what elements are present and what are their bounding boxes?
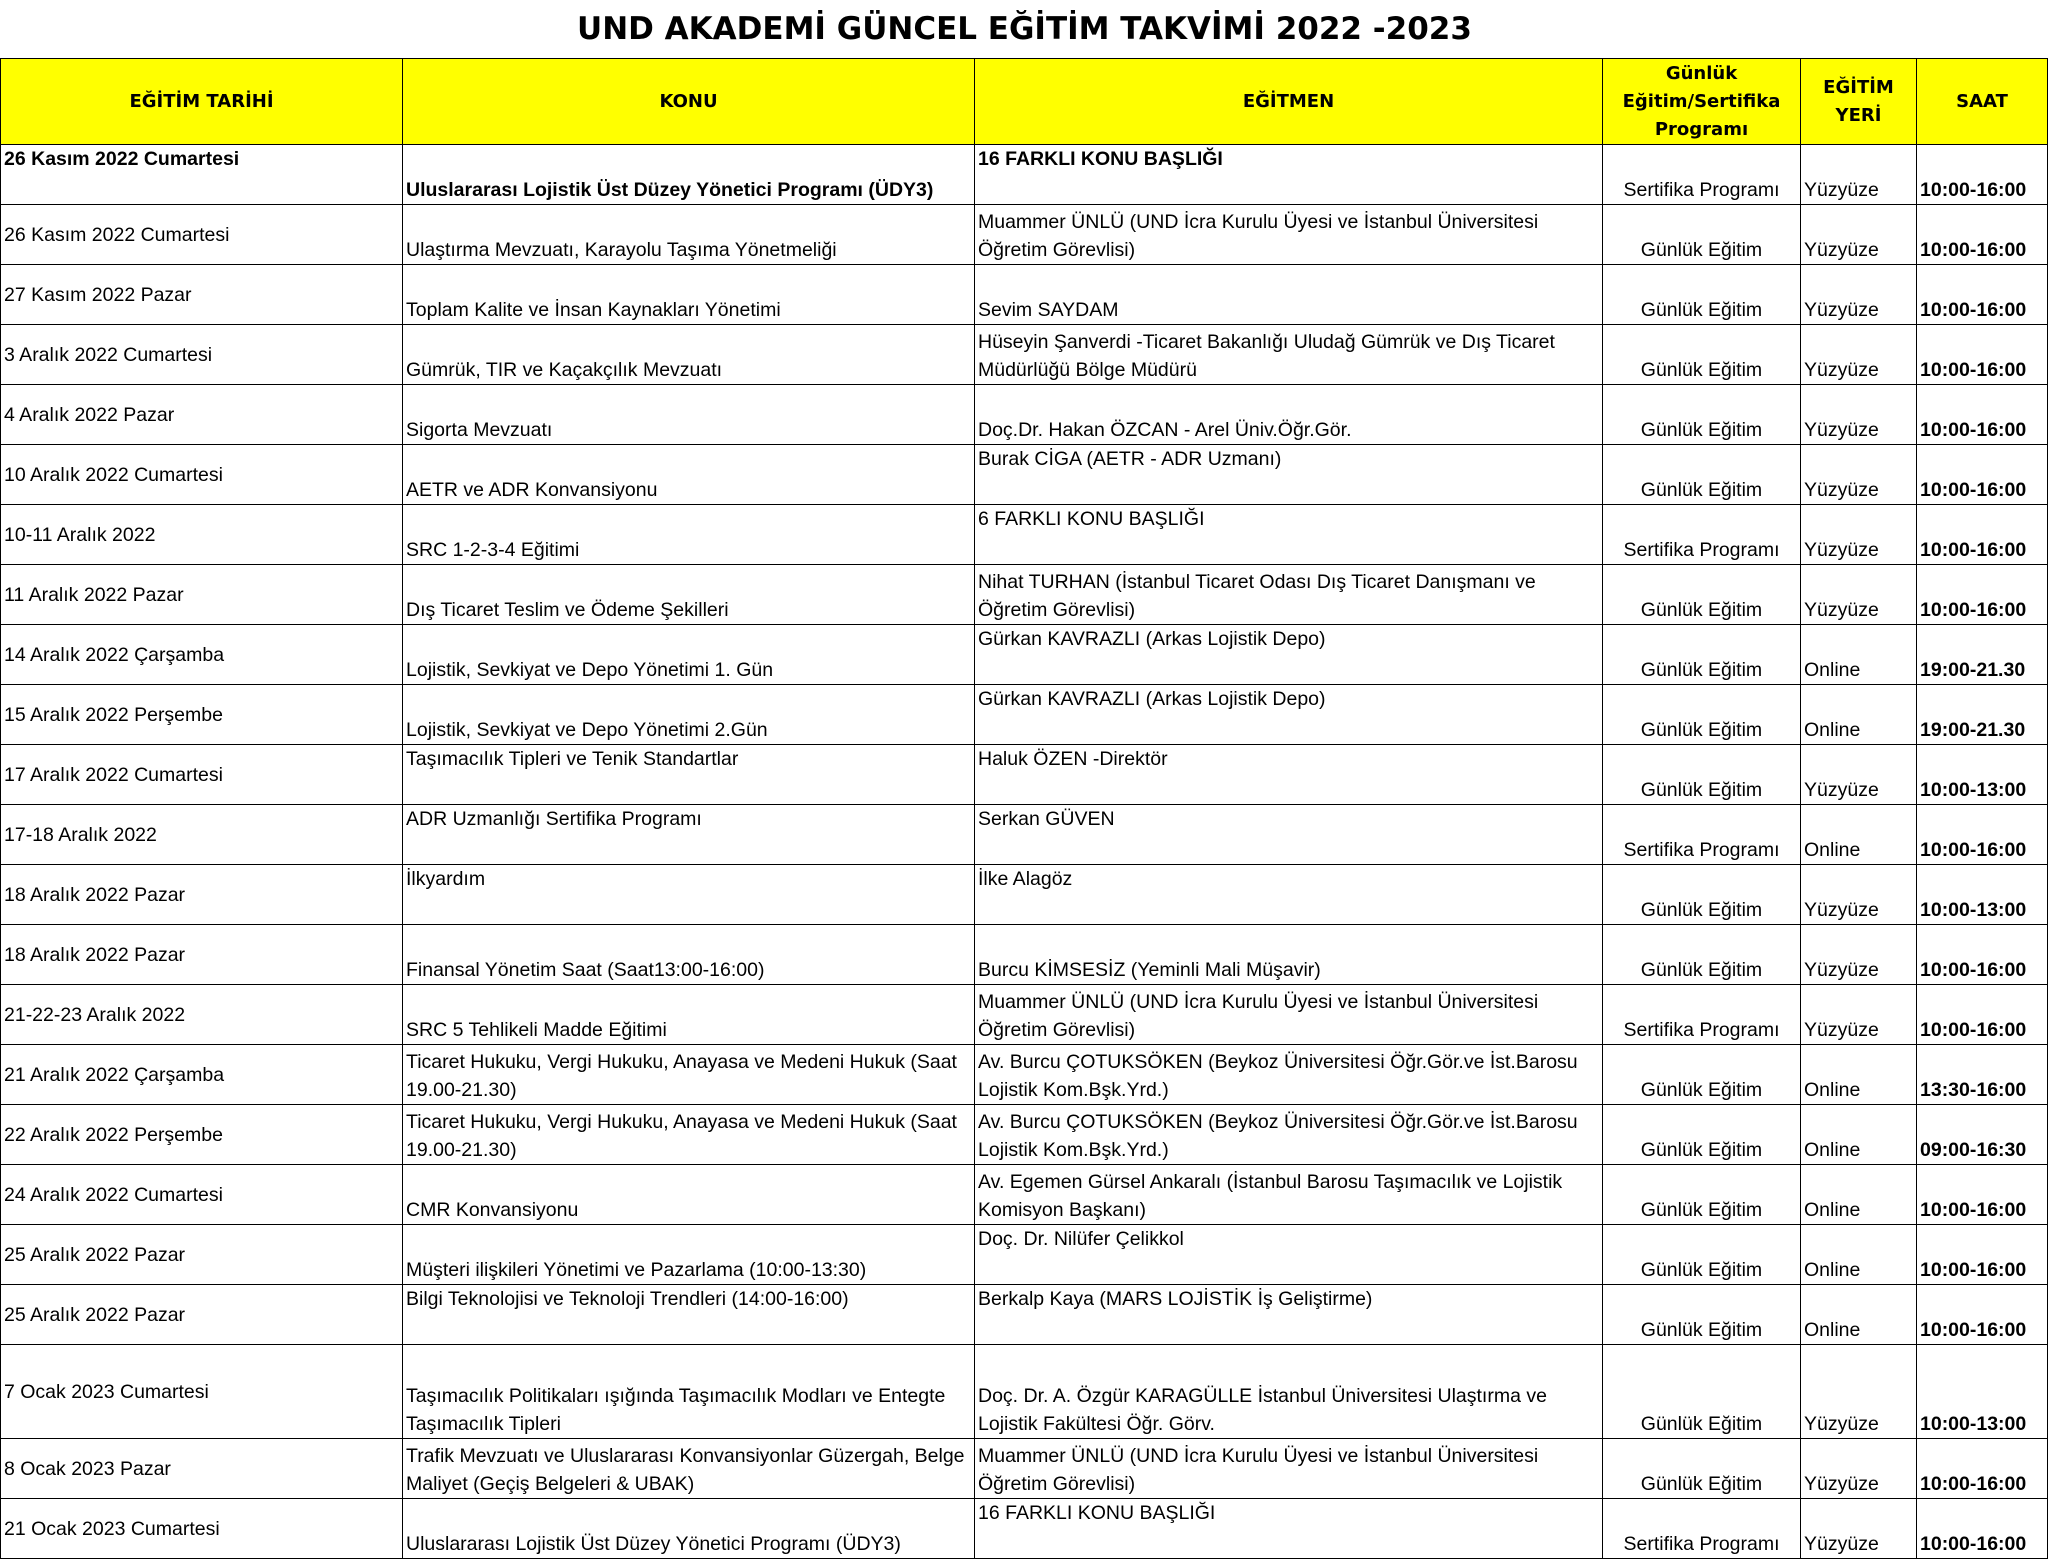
cell-trainer: Serkan GÜVEN xyxy=(975,805,1603,865)
cell-trainer: Nihat TURHAN (İstanbul Ticaret Odası Dış Ticaret Danışmanı ve Öğretim Görevlisi) xyxy=(975,565,1603,625)
cell-topic: Toplam Kalite ve İnsan Kaynakları Yönetimi xyxy=(403,265,975,325)
cell-trainer: Gürkan KAVRAZLI (Arkas Lojistik Depo) xyxy=(975,685,1603,745)
cell-type: Günlük Eğitim xyxy=(1603,1225,1801,1285)
cell-time: 09:00-16:30 xyxy=(1917,1105,2048,1165)
table-row xyxy=(1,145,2048,205)
cell-date: 25 Aralık 2022 Pazar xyxy=(1,1225,403,1285)
cell-trainer: Gürkan KAVRAZLI (Arkas Lojistik Depo) xyxy=(975,625,1603,685)
cell-date: 14 Aralık 2022 Çarşamba xyxy=(1,625,403,685)
cell-type: Günlük Eğitim xyxy=(1603,925,1801,985)
table-row xyxy=(1,1499,2048,1559)
cell-trainer: Doç.Dr. Hakan ÖZCAN - Arel Üniv.Öğr.Gör. xyxy=(975,385,1603,445)
header-row xyxy=(1,59,2048,145)
table-row xyxy=(1,925,2048,985)
cell-place: Online xyxy=(1801,685,1917,745)
cell-topic: Taşımacılık Politikaları ışığında Taşımacılık Modları ve Entegte Taşımacılık Tipleri xyxy=(403,1345,975,1439)
cell-type: Günlük Eğitim xyxy=(1603,865,1801,925)
cell-topic: Ulaştırma Mevzuatı, Karayolu Taşıma Yönetmeliği xyxy=(403,205,975,265)
cell-place: Yüzyüze xyxy=(1801,445,1917,505)
header-type xyxy=(1603,59,1801,145)
cell-date: 24 Aralık 2022 Cumartesi xyxy=(1,1165,403,1225)
cell-time: 10:00-16:00 xyxy=(1917,265,2048,325)
header-type-line3: Programı xyxy=(1654,118,1749,140)
cell-date: 8 Ocak 2023 Pazar xyxy=(1,1439,403,1499)
cell-trainer: Av. Burcu ÇOTUKSÖKEN (Beykoz Üniversitesi Öğr.Gör.ve İst.Barosu Lojistik Kom.Bşk.Yrd.) xyxy=(975,1105,1603,1165)
cell-trainer: Sevim SAYDAM xyxy=(975,265,1603,325)
cell-trainer: Haluk ÖZEN -Direktör xyxy=(975,745,1603,805)
cell-date: 15 Aralık 2022 Perşembe xyxy=(1,685,403,745)
cell-time: 10:00-16:00 xyxy=(1917,1225,2048,1285)
cell-place: Online xyxy=(1801,805,1917,865)
cell-type: Günlük Eğitim xyxy=(1603,1165,1801,1225)
header-topic: KONU xyxy=(403,59,975,145)
cell-trainer: Burak CİGA (AETR - ADR Uzmanı) xyxy=(975,445,1603,505)
cell-type: Günlük Eğitim xyxy=(1603,1345,1801,1439)
cell-type: Günlük Eğitim xyxy=(1603,745,1801,805)
cell-time: 10:00-16:00 xyxy=(1917,565,2048,625)
cell-type: Günlük Eğitim xyxy=(1603,385,1801,445)
cell-topic: ADR Uzmanlığı Sertifika Programı xyxy=(403,805,975,865)
table-row xyxy=(1,805,2048,865)
cell-trainer: Muammer ÜNLÜ (UND İcra Kurulu Üyesi ve İstanbul Üniversitesi Öğretim Görevlisi) xyxy=(975,205,1603,265)
cell-place: Online xyxy=(1801,1225,1917,1285)
cell-topic: AETR ve ADR Konvansiyonu xyxy=(403,445,975,505)
cell-trainer: Burcu KİMSESİZ (Yeminli Mali Müşavir) xyxy=(975,925,1603,985)
cell-type: Günlük Eğitim xyxy=(1603,445,1801,505)
cell-type: Sertifika Programı xyxy=(1603,985,1801,1045)
cell-trainer: Av. Burcu ÇOTUKSÖKEN (Beykoz Üniversitesi Öğr.Gör.ve İst.Barosu Lojistik Kom.Bşk.Yrd.) xyxy=(975,1045,1603,1105)
cell-time: 10:00-16:00 xyxy=(1917,1439,2048,1499)
table-row xyxy=(1,1105,2048,1165)
cell-type: Günlük Eğitim xyxy=(1603,625,1801,685)
cell-place: Yüzyüze xyxy=(1801,265,1917,325)
cell-type: Sertifika Programı xyxy=(1603,145,1801,205)
cell-place: Yüzyüze xyxy=(1801,325,1917,385)
cell-time: 10:00-16:00 xyxy=(1917,925,2048,985)
cell-trainer: 6 FARKLI KONU BAŞLIĞI xyxy=(975,505,1603,565)
table-row xyxy=(1,745,2048,805)
cell-type: Sertifika Programı xyxy=(1603,505,1801,565)
cell-date: 17-18 Aralık 2022 xyxy=(1,805,403,865)
cell-trainer: Hüseyin Şanverdi -Ticaret Bakanlığı Uludağ Gümrük ve Dış Ticaret Müdürlüğü Bölge Müdürü xyxy=(975,325,1603,385)
cell-place: Yüzyüze xyxy=(1801,1439,1917,1499)
cell-place: Yüzyüze xyxy=(1801,1345,1917,1439)
cell-place: Yüzyüze xyxy=(1801,865,1917,925)
table-row xyxy=(1,265,2048,325)
cell-time: 19:00-21.30 xyxy=(1917,625,2048,685)
cell-type: Günlük Eğitim xyxy=(1603,1285,1801,1345)
table-row xyxy=(1,1165,2048,1225)
header-place xyxy=(1801,59,1917,145)
cell-topic: Ticaret Hukuku, Vergi Hukuku, Anayasa ve Medeni Hukuk (Saat 19.00-21.30) xyxy=(403,1105,975,1165)
cell-trainer: Berkalp Kaya (MARS LOJİSTİK İş Geliştirme) xyxy=(975,1285,1603,1345)
cell-place: Yüzyüze xyxy=(1801,925,1917,985)
header-place-line1: EĞİTİM xyxy=(1823,76,1894,98)
table-row xyxy=(1,325,2048,385)
table-row xyxy=(1,205,2048,265)
table-row xyxy=(1,865,2048,925)
cell-date: 27 Kasım 2022 Pazar xyxy=(1,265,403,325)
cell-date: 21-22-23 Aralık 2022 xyxy=(1,985,403,1045)
table-row xyxy=(1,1225,2048,1285)
cell-date: 21 Ocak 2023 Cumartesi xyxy=(1,1499,403,1559)
cell-place: Online xyxy=(1801,1105,1917,1165)
cell-topic: SRC 5 Tehlikeli Madde Eğitimi xyxy=(403,985,975,1045)
cell-trainer: 16 FARKLI KONU BAŞLIĞI xyxy=(975,145,1603,205)
header-place-line2: YERİ xyxy=(1835,104,1882,126)
cell-topic: Trafik Mevzuatı ve Uluslararası Konvansiyonlar Güzergah, Belge Maliyet (Geçiş Belgeleri & UBAK) xyxy=(403,1439,975,1499)
cell-place: Yüzyüze xyxy=(1801,1499,1917,1559)
table-row xyxy=(1,505,2048,565)
cell-topic: CMR Konvansiyonu xyxy=(403,1165,975,1225)
cell-place: Yüzyüze xyxy=(1801,205,1917,265)
cell-time: 10:00-16:00 xyxy=(1917,445,2048,505)
cell-place: Online xyxy=(1801,1165,1917,1225)
cell-time: 10:00-16:00 xyxy=(1917,805,2048,865)
cell-place: Yüzyüze xyxy=(1801,565,1917,625)
cell-date: 26 Kasım 2022 Cumartesi xyxy=(1,205,403,265)
cell-time: 10:00-16:00 xyxy=(1917,505,2048,565)
table-row xyxy=(1,1439,2048,1499)
cell-place: Online xyxy=(1801,1045,1917,1105)
cell-place: Online xyxy=(1801,625,1917,685)
cell-topic: Dış Ticaret Teslim ve Ödeme Şekilleri xyxy=(403,565,975,625)
cell-time: 10:00-16:00 xyxy=(1917,325,2048,385)
cell-topic: Taşımacılık Tipleri ve Tenik Standartlar xyxy=(403,745,975,805)
cell-date: 4 Aralık 2022 Pazar xyxy=(1,385,403,445)
cell-topic: İlkyardım xyxy=(403,865,975,925)
cell-date: 18 Aralık 2022 Pazar xyxy=(1,865,403,925)
cell-time: 10:00-16:00 xyxy=(1917,145,2048,205)
cell-date: 26 Kasım 2022 Cumartesi xyxy=(1,145,403,205)
cell-type: Günlük Eğitim xyxy=(1603,325,1801,385)
cell-trainer: Muammer ÜNLÜ (UND İcra Kurulu Üyesi ve İstanbul Üniversitesi Öğretim Görevlisi) xyxy=(975,985,1603,1045)
table-row xyxy=(1,985,2048,1045)
cell-date: 10 Aralık 2022 Cumartesi xyxy=(1,445,403,505)
header-trainer: EĞİTMEN xyxy=(975,59,1603,145)
cell-topic: Uluslararası Lojistik Üst Düzey Yönetici Programı (ÜDY3) xyxy=(403,145,975,205)
cell-place: Yüzyüze xyxy=(1801,385,1917,445)
cell-type: Günlük Eğitim xyxy=(1603,1045,1801,1105)
cell-date: 18 Aralık 2022 Pazar xyxy=(1,925,403,985)
cell-time: 10:00-16:00 xyxy=(1917,1499,2048,1559)
header-type-line1: Günlük xyxy=(1665,62,1738,84)
cell-topic: Bilgi Teknolojisi ve Teknoloji Trendleri (14:00-16:00) xyxy=(403,1285,975,1345)
cell-topic: Gümrük, TIR ve Kaçakçılık Mevzuatı xyxy=(403,325,975,385)
cell-trainer: Doç. Dr. A. Özgür KARAGÜLLE İstanbul Üniversitesi Ulaştırma ve Lojistik Fakültesi Öğr. Görv. xyxy=(975,1345,1603,1439)
cell-type: Sertifika Programı xyxy=(1603,1499,1801,1559)
page-title: UND AKADEMİ GÜNCEL EĞİTİM TAKVİMİ 2022 -2023 xyxy=(577,11,1472,47)
cell-time: 10:00-16:00 xyxy=(1917,205,2048,265)
cell-time: 10:00-13:00 xyxy=(1917,865,2048,925)
cell-type: Günlük Eğitim xyxy=(1603,1105,1801,1165)
cell-trainer: Muammer ÜNLÜ (UND İcra Kurulu Üyesi ve İstanbul Üniversitesi Öğretim Görevlisi) xyxy=(975,1439,1603,1499)
cell-date: 3 Aralık 2022 Cumartesi xyxy=(1,325,403,385)
cell-place: Yüzyüze xyxy=(1801,745,1917,805)
table-row xyxy=(1,565,2048,625)
cell-type: Günlük Eğitim xyxy=(1603,565,1801,625)
cell-time: 10:00-13:00 xyxy=(1917,745,2048,805)
cell-topic: Finansal Yönetim Saat (Saat13:00-16:00) xyxy=(403,925,975,985)
table-row xyxy=(1,1045,2048,1105)
cell-type: Günlük Eğitim xyxy=(1603,265,1801,325)
cell-time: 19:00-21.30 xyxy=(1917,685,2048,745)
cell-topic: Müşteri ilişkileri Yönetimi ve Pazarlama (10:00-13:30) xyxy=(403,1225,975,1285)
table-row xyxy=(1,625,2048,685)
cell-date: 25 Aralık 2022 Pazar xyxy=(1,1285,403,1345)
table-row xyxy=(1,685,2048,745)
table-row xyxy=(1,1285,2048,1345)
cell-topic: SRC 1-2-3-4 Eğitimi xyxy=(403,505,975,565)
header-type-line2: Eğitim/Sertifika xyxy=(1622,90,1781,112)
header-date: EĞİTİM TARİHİ xyxy=(1,59,403,145)
header-time: SAAT xyxy=(1917,59,2048,145)
cell-topic: Uluslararası Lojistik Üst Düzey Yönetici Programı (ÜDY3) xyxy=(403,1499,975,1559)
cell-topic: Sigorta Mevzuatı xyxy=(403,385,975,445)
cell-topic: Lojistik, Sevkiyat ve Depo Yönetimi 2.Gün xyxy=(403,685,975,745)
cell-trainer: 16 FARKLI KONU BAŞLIĞI xyxy=(975,1499,1603,1559)
training-schedule-table xyxy=(0,58,2048,1559)
cell-time: 10:00-16:00 xyxy=(1917,385,2048,445)
cell-topic: Lojistik, Sevkiyat ve Depo Yönetimi 1. Gün xyxy=(403,625,975,685)
cell-time: 10:00-16:00 xyxy=(1917,1165,2048,1225)
cell-date: 10-11 Aralık 2022 xyxy=(1,505,403,565)
cell-date: 17 Aralık 2022 Cumartesi xyxy=(1,745,403,805)
cell-topic: Ticaret Hukuku, Vergi Hukuku, Anayasa ve Medeni Hukuk (Saat 19.00-21.30) xyxy=(403,1045,975,1105)
cell-type: Günlük Eğitim xyxy=(1603,205,1801,265)
cell-type: Sertifika Programı xyxy=(1603,805,1801,865)
cell-place: Yüzyüze xyxy=(1801,505,1917,565)
cell-time: 10:00-16:00 xyxy=(1917,985,2048,1045)
cell-time: 13:30-16:00 xyxy=(1917,1045,2048,1105)
cell-date: 7 Ocak 2023 Cumartesi xyxy=(1,1345,403,1439)
cell-trainer: Av. Egemen Gürsel Ankaralı (İstanbul Barosu Taşımacılık ve Lojistik Komisyon Başkanı) xyxy=(975,1165,1603,1225)
cell-date: 11 Aralık 2022 Pazar xyxy=(1,565,403,625)
cell-type: Günlük Eğitim xyxy=(1603,685,1801,745)
cell-trainer: Doç. Dr. Nilüfer Çelikkol xyxy=(975,1225,1603,1285)
cell-date: 22 Aralık 2022 Perşembe xyxy=(1,1105,403,1165)
table-row xyxy=(1,385,2048,445)
cell-place: Yüzyüze xyxy=(1801,145,1917,205)
cell-trainer: İlke Alagöz xyxy=(975,865,1603,925)
cell-date: 21 Aralık 2022 Çarşamba xyxy=(1,1045,403,1105)
table-row xyxy=(1,1345,2048,1439)
cell-type: Günlük Eğitim xyxy=(1603,1439,1801,1499)
cell-time: 10:00-13:00 xyxy=(1917,1345,2048,1439)
cell-time: 10:00-16:00 xyxy=(1917,1285,2048,1345)
table-row xyxy=(1,445,2048,505)
cell-place: Online xyxy=(1801,1285,1917,1345)
cell-place: Yüzyüze xyxy=(1801,985,1917,1045)
